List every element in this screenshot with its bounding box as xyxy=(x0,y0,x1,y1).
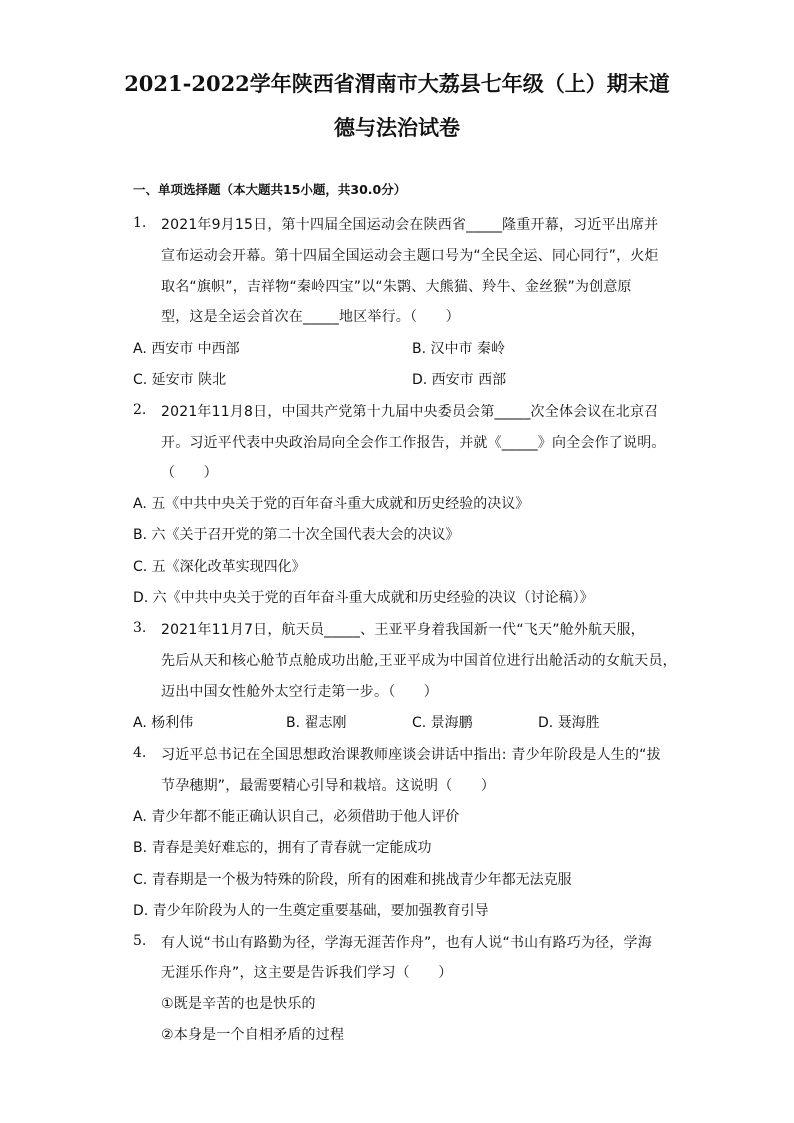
question-2-option-b: B. 六《关于召开党的第二十次全国代表大会的决议》 xyxy=(133,527,460,543)
question-4-line: 节孕穗期”，最需要精心引导和栽培。这说明（ ） xyxy=(161,778,496,794)
question-5-line: 有人说“书山有路勤为径，学海无涯苦作舟”，也有人说“书山有路巧为径，学海 xyxy=(161,935,652,951)
section-heading: 一、单项选择题（本大题共15小题，共30.0分） xyxy=(133,182,407,197)
question-1-option-c: C. 延安市 陕北 xyxy=(133,372,227,388)
question-1-line: 型，这是全运会首次在_____地区举行。（ ） xyxy=(161,309,460,325)
question-4-line: 习近平总书记在全国思想政治课教师座谈会讲话中指出: 青少年阶段是人生的“拔 xyxy=(161,747,661,763)
question-3-option-b: B. 翟志刚 xyxy=(286,715,347,731)
question-2-number: 2. xyxy=(133,402,147,418)
question-3-option-c: C. 景海鹏 xyxy=(412,715,473,731)
question-4-option-d: D. 青少年阶段为人的一生奠定重要基础，要加强教育引导 xyxy=(133,903,489,919)
question-4-option-c: C. 青春期是一个极为特殊的阶段，所有的困难和挑战青少年都无法克服 xyxy=(133,872,572,888)
question-3-line: 先后从天和核心舱节点舱成功出舱,王亚平成为中国首位进行出舱活动的女航天员， xyxy=(161,653,677,669)
question-3-line: 2021年11月7日，航天员_____、王亚平身着我国新一代“飞天”舱外航天服， xyxy=(161,622,645,638)
question-5-line: 无涯乐作舟”，这主要是告诉我们学习（ ） xyxy=(161,965,453,981)
question-1-option-b: B. 汉中市 秦岭 xyxy=(412,341,505,357)
question-1-line: 2021年9月15日，第十四届全国运动会在陕西省_____隆重开幕，习近平出席并 xyxy=(161,217,659,233)
question-5-statement-2: ②本身是一个自相矛盾的过程 xyxy=(161,1027,345,1043)
question-3-line: 迈出中国女性舱外太空行走第一步。（ ） xyxy=(161,684,438,700)
question-2-option-c: C. 五《深化改革实现四化》 xyxy=(133,559,306,575)
question-3-option-a: A. 杨利伟 xyxy=(133,715,194,731)
question-1-number: 1. xyxy=(133,215,147,231)
question-1-option-d: D. 西安市 西部 xyxy=(412,372,507,388)
question-1-line: 取名“旗帜”，吉祥物“秦岭四宝”以“朱鹮、大熊猫、羚牛、金丝猴”为创意原 xyxy=(161,279,632,295)
question-5-number: 5. xyxy=(133,933,147,949)
question-4-option-b: B. 青春是美好难忘的，拥有了青春就一定能成功 xyxy=(133,840,432,856)
question-1-line: 宣布运动会开幕。第十四届全国运动会主题口号为“全民全运、同心同行”，火炬 xyxy=(161,248,659,264)
question-3-number: 3. xyxy=(133,620,147,636)
question-5-statement-1: ①既是辛苦的也是快乐的 xyxy=(161,996,316,1012)
question-1-option-a: A. 西安市 中西部 xyxy=(133,341,240,357)
question-2-line: 2021年11月8日，中国共产党第十九届中央委员会第_____次全体会议在北京召 xyxy=(161,404,659,420)
question-2-line: 开。习近平代表中央政治局向全会作工作报告，并就《_____》向全会作了说明。 xyxy=(161,435,666,451)
page-title-line-1: 2021-2022学年陕西省渭南市大荔县七年级（上）期末道 xyxy=(124,71,670,96)
question-2-line: （ ） xyxy=(161,465,218,481)
question-4-number: 4. xyxy=(133,745,147,761)
question-2-option-d: D. 六《中共中央关于党的百年奋斗重大成就和历史经验的决议（讨论稿）》 xyxy=(133,590,594,606)
question-2-option-a: A. 五《中共中央关于党的百年奋斗重大成就和历史经验的决议》 xyxy=(133,496,530,512)
question-3-option-d: D. 聂海胜 xyxy=(538,715,600,731)
question-4-option-a: A. 青少年都不能正确认识自己，必须借助于他人评价 xyxy=(133,809,460,825)
page-title-line-2: 德与法治试卷 xyxy=(334,115,460,140)
